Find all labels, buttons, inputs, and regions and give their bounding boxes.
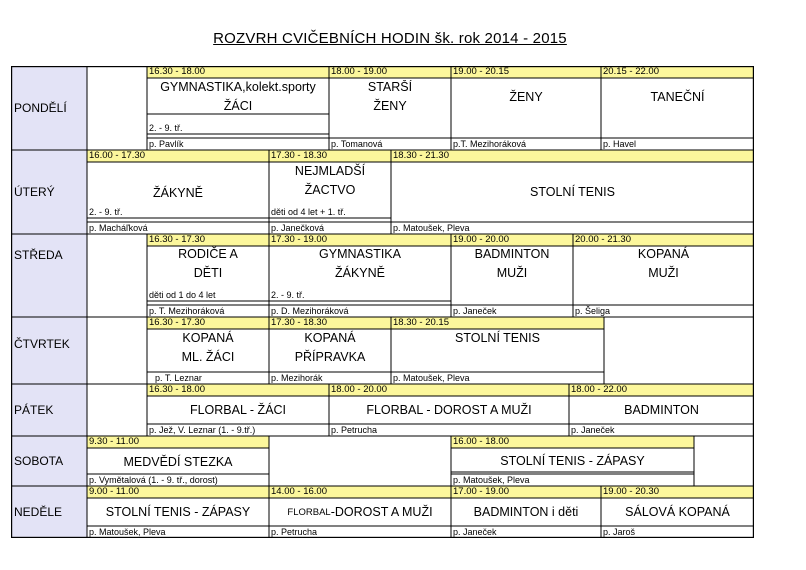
activity-name: STARŠÍ xyxy=(367,80,413,94)
activity-name: FLORBAL - DOROST A MUŽI xyxy=(366,402,532,417)
activity-note: 2. - 9. tř. xyxy=(89,207,123,217)
activity-group: MUŽI xyxy=(648,266,679,280)
time-slot: 16.30 - 18.00 xyxy=(147,384,329,396)
coach-name: p. Tomanová xyxy=(331,139,383,149)
activity-name: KOPANÁ xyxy=(637,247,690,261)
time-slot: 9.30 - 11.00 xyxy=(87,436,269,448)
activity-group: ŽÁKYNĚ xyxy=(334,266,385,280)
time-slot: 16.30 - 17.30 xyxy=(147,317,269,329)
coach-name: p. D. Mezihoráková xyxy=(271,306,349,316)
coach-name: p. Matoušek, Pleva xyxy=(393,373,470,383)
coach-name: p. Šeliga xyxy=(575,306,611,316)
activity-name-small: FLORBAL xyxy=(287,506,331,518)
activity-note: 2. - 9. tř. xyxy=(149,123,183,133)
activity-name: FLORBAL - ŽÁCI xyxy=(189,402,287,417)
coach-name: p. Matoušek, Pleva xyxy=(453,475,530,485)
day-wednesday: STŘEDA xyxy=(11,234,87,317)
activity-group: ŽENY xyxy=(373,99,407,113)
activity-name: STOLNÍ TENIS - ZÁPASY xyxy=(105,504,251,519)
coach-name: p. Jaroš xyxy=(603,527,636,537)
activity-name-rest: -DOROST A MUŽI xyxy=(330,504,433,519)
coach-name: p. Janečková xyxy=(271,223,325,233)
coach-name: p. Jež, V. Leznar (1. - 9.tř.) xyxy=(149,425,256,435)
coach-name: p. Petrucha xyxy=(331,425,378,435)
activity-name: SÁLOVÁ KOPANÁ xyxy=(625,504,730,519)
activity-name: BADMINTON xyxy=(624,402,699,417)
activity-name: ŽÁKYNĚ xyxy=(152,185,203,200)
time-slot: 18.00 - 22.00 xyxy=(569,384,754,396)
activity-name: MEDVĚDÍ STEZKA xyxy=(123,454,233,469)
day-friday: PÁTEK xyxy=(11,384,87,436)
time-slot: 19.00 - 20.30 xyxy=(601,486,754,498)
coach-name: p. Pavlík xyxy=(149,139,184,149)
time-slot: 18.00 - 20.00 xyxy=(329,384,569,396)
time-slot: 18.30 - 20.15 xyxy=(391,317,604,329)
activity-note: 2. - 9. tř. xyxy=(271,290,305,300)
activity-name: BADMINTON xyxy=(474,247,550,261)
time-slot: 17.00 - 19.00 xyxy=(451,486,601,498)
coach-name: p.T. Mezihoráková xyxy=(453,139,527,149)
activity-name: TANEČNÍ xyxy=(650,89,705,104)
coach-name: p. Janeček xyxy=(453,527,497,537)
coach-name: p. T. Mezihoráková xyxy=(149,306,225,316)
activity-name: GYMNASTIKA xyxy=(319,247,401,261)
coach-name: p. Vymětalová (1. - 9. tř., dorost) xyxy=(89,475,218,485)
day-sunday: NEDĚLE xyxy=(11,486,87,538)
coach-name: p. Janeček xyxy=(571,425,615,435)
activity-name xyxy=(269,500,451,524)
activity-name: KOPANÁ xyxy=(304,331,356,345)
activity-group: ŽÁCI xyxy=(223,99,253,113)
time-slot: 17.30 - 18.30 xyxy=(269,150,391,162)
page-title: ROZVRH CVIČEBNÍCH HODIN šk. rok 2014 - 2015 xyxy=(213,30,567,47)
coach-name: p. Matoušek, Pleva xyxy=(89,527,166,537)
activity-note: děti od 4 let + 1. tř. xyxy=(271,207,346,217)
time-slot: 16.30 - 18.00 xyxy=(147,66,329,78)
activity-group: PŘÍPRAVKA xyxy=(294,350,366,364)
day-thursday: ČTVRTEK xyxy=(11,317,87,384)
coach-name: p. T. Leznar xyxy=(155,373,202,383)
activity-name: ŽENY xyxy=(509,89,543,104)
activity-name: GYMNASTIKA,kolekt.sporty xyxy=(160,80,316,94)
coach-name: p. Mezihorák xyxy=(271,373,323,383)
time-slot: 19.00 - 20.15 xyxy=(451,66,601,78)
activity-group: MUŽI xyxy=(496,266,528,280)
time-slot: 20.15 - 22.00 xyxy=(601,66,754,78)
coach-name: p. Havel xyxy=(603,139,637,149)
time-slot: 16.30 - 17.30 xyxy=(147,234,269,246)
time-slot: 18.30 - 21.30 xyxy=(391,150,754,162)
coach-name: p. Macháľková xyxy=(89,223,148,233)
time-slot: 18.00 - 19.00 xyxy=(329,66,451,78)
activity-note: děti od 1 do 4 let xyxy=(149,290,216,300)
activity-name: NEJMLADŠÍ xyxy=(294,164,366,178)
time-slot: 19.00 - 20.00 xyxy=(451,234,573,246)
day-tuesday: ÚTERÝ xyxy=(11,150,87,234)
activity-group: DĚTI xyxy=(193,266,223,280)
time-slot: 9.00 - 11.00 xyxy=(87,486,269,498)
coach-name: p. Matoušek, Pleva xyxy=(393,223,470,233)
time-slot: 14.00 - 16.00 xyxy=(269,486,451,498)
time-slot: 17.30 - 19.00 xyxy=(269,234,451,246)
activity-name: STOLNÍ TENIS xyxy=(455,331,540,345)
activity-name: BADMINTON i děti xyxy=(473,504,579,519)
day-monday: PONDĚLÍ xyxy=(11,66,87,150)
time-slot: 20.00 - 21.30 xyxy=(573,234,754,246)
activity-name: STOLNÍ TENIS xyxy=(530,184,615,199)
activity-group: ML. ŽÁCI xyxy=(181,350,235,364)
activity-name: KOPANÁ xyxy=(182,331,234,345)
time-slot: 17.30 - 18.30 xyxy=(269,317,391,329)
activity-group: ŽACTVO xyxy=(304,183,356,197)
coach-name: p. Petrucha xyxy=(271,527,318,537)
time-slot: 16.00 - 18.00 xyxy=(451,436,694,448)
time-slot: 16.00 - 17.30 xyxy=(87,150,269,162)
schedule-table xyxy=(11,66,754,538)
coach-name: p. Janeček xyxy=(453,306,497,316)
day-saturday: SOBOTA xyxy=(11,436,87,486)
activity-name: STOLNÍ TENIS - ZÁPASY xyxy=(500,453,645,468)
activity-name: RODIČE A xyxy=(178,247,238,261)
